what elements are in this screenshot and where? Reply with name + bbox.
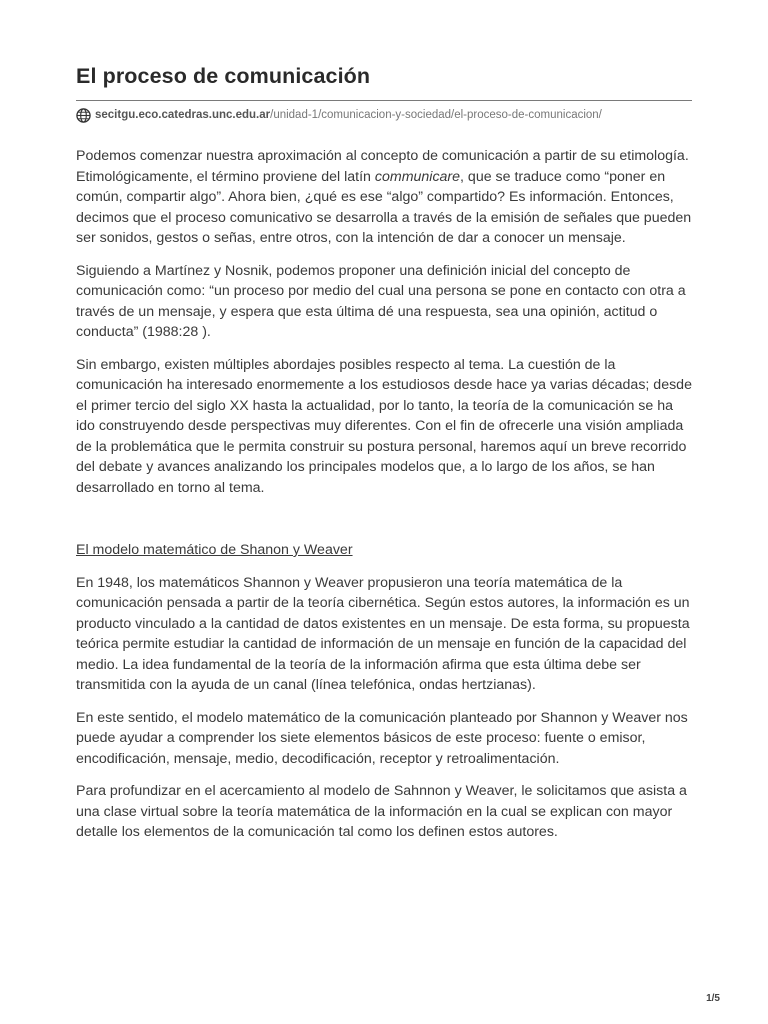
page-number: 1/5 [706, 993, 720, 1004]
latin-term: communicare [374, 168, 461, 185]
paragraph-5: En este sentido, el modelo matemático de la comunicación planteado por Shannon y Weaver nos puede ayudar a comprender los siete elementos básicos de este proceso: fuente o emisor, encodificación, mensaje, medio, decodificación, receptor y retroalimentación. [76, 709, 688, 767]
paragraph-1-part-a: Podemos comenzar nuestra aproximación al concepto de comunicación a partir de su etimología. Etimológicamente, el término proviene del latín [76, 148, 689, 185]
article-body [76, 146, 692, 855]
source-path[interactable]: /unidad-1/comunicacion-y-sociedad/el-proceso-de-comunicacion/ [270, 109, 602, 121]
globe-icon [76, 108, 91, 123]
paragraph-6: Para profundizar en el acercamiento al modelo de Sahnnon y Weaver, le solicitamos que asista a una clase virtual sobre la teoría matemática de la información en la cual se explican con mayor detalle los elementos de la comunicación tal como los definen estos autores. [76, 783, 687, 840]
source-url[interactable] [76, 106, 602, 124]
paragraph-2: Siguiendo a Martínez y Nosnik, podemos proponer una definición inicial del concepto de comunicación como: “un proceso por medio del cual una persona se pone en contacto con otra a través de un mensaje, y espera que esta última dé una respuesta, sea una opinión, actitud o conducta” (1988:28 ). [76, 262, 686, 340]
page-title: El proceso de comunicación [76, 64, 371, 88]
paragraph-1-part-b: , que se traduce como “poner en común, compartir algo”. Ahora bien, ¿qué es ese “algo” compartido? Es información. Entonces, decimos que el proceso comunicativo se desarrolla a través de la emisión de señales que pueden ser sonidos, gestos o señas, entre otros, con la intención de dar a conocer un mensaje. [76, 168, 692, 246]
section-heading: El modelo matemático de Shanon y Weaver [76, 542, 353, 558]
source-domain[interactable]: secitgu.eco.catedras.unc.edu.ar [95, 109, 271, 121]
title-divider [76, 100, 692, 101]
paragraph-3: Sin embargo, existen múltiples abordajes posibles respecto al tema. La cuestión de la comunicación ha interesado enormemente a los estudiosos desde hace ya varias décadas; desde el primer tercio del siglo XX hasta la actualidad, por lo tanto, la teoría de la comunicación se ha ido construyendo desde perspectivas muy diferentes. Con el fin de ofrecerle una visión ampliada de la problemática que le permita construir su postura personal, haremos aquí un breve recorrido del debate y avances analizando los principales modelos que, a lo largo de los años, se han desarrollado en torno al tema. [76, 356, 692, 496]
paragraph-1 [76, 146, 692, 249]
paragraph-4: En 1948, los matemáticos Shannon y Weaver propusieron una teoría matemática de la comunicación pensada a partir de la teoría cibernética. Según estos autores, la información es un producto vinculado a la cantidad de datos existentes en un mensaje. De esta forma, su propuesta teórica permite estudiar la cantidad de información de un mensaje en función de la capacidad del medio. La idea fundamental de la teoría de la información afirma que esta última debe ser transmitida con la ayuda de un canal (línea telefónica, ondas hertzianas). [76, 574, 690, 693]
